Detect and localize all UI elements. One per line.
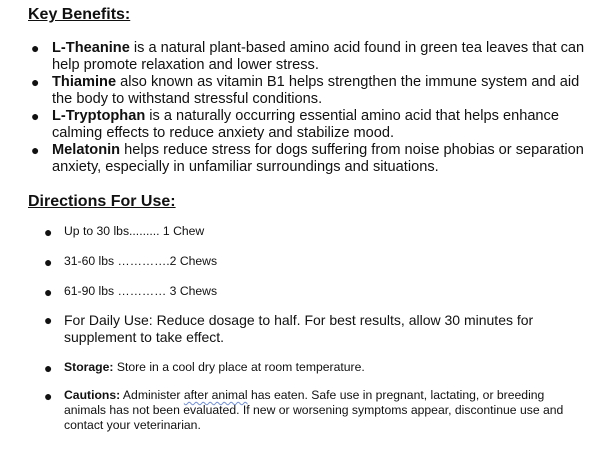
- bullet-icon: ●: [44, 312, 53, 328]
- spellcheck-flagged-phrase[interactable]: after animal: [183, 388, 248, 402]
- cautions-text-pre: Administer: [120, 388, 184, 402]
- bullet-icon: ●: [44, 388, 53, 404]
- key-benefits-list: [28, 40, 588, 176]
- benefit-text: is a natural plant-based amino acid found in green tea leaves that can help promote relaxation and lower stress.: [52, 40, 585, 73]
- cautions-text-post: has eaten. Safe use in pregnant, lactating, or breeding animals has not been evaluated. If new or worsening symptoms appear, discontinue use and contact your veterinarian.: [64, 388, 564, 432]
- bullet-icon: ●: [31, 108, 40, 124]
- key-benefits-heading: Key Benefits:: [28, 6, 131, 23]
- bullet-icon: ●: [31, 40, 40, 56]
- bullet-icon: ●: [31, 142, 40, 158]
- storage-text: Store in a cool dry place at room temperature.: [113, 360, 365, 374]
- dose-item-up-to-30: [44, 224, 584, 239]
- bullet-icon: ●: [44, 254, 53, 270]
- bullet-icon: ●: [44, 224, 53, 240]
- benefit-term: Thiamine: [52, 74, 117, 90]
- directions-heading: Directions For Use:: [28, 193, 176, 210]
- bullet-icon: ●: [44, 360, 53, 376]
- benefit-text: also known as vitamin B1 helps strengthen the immune system and aid the body to withstand stressful conditions.: [52, 74, 580, 107]
- benefit-melatonin: [28, 142, 588, 176]
- benefit-l-theanine: [28, 40, 588, 74]
- dose-text: 61-90 lbs ………… 3 Chews: [64, 284, 218, 298]
- dose-text: 31-60 lbs ………….2 Chews: [64, 254, 218, 268]
- storage-label: Storage:: [64, 360, 114, 374]
- daily-use-text: For Daily Use: Reduce dosage to half. For best results, allow 30 minutes for supplement to take effect.: [64, 312, 534, 345]
- benefit-text: is a naturally occurring essential amino acid that helps enhance calming effects to reduce anxiety and stabilize mood.: [52, 108, 559, 141]
- dose-item-31-60: [44, 254, 584, 269]
- dose-text: Up to 30 lbs......... 1 Chew: [64, 224, 205, 238]
- benefit-term: L-Tryptophan: [52, 108, 146, 124]
- benefit-term: L-Theanine: [52, 40, 130, 56]
- benefit-text: helps reduce stress for dogs suffering from noise phobias or separation anxiety, especially in unfamiliar surroundings and situations.: [52, 142, 584, 175]
- storage-item: [44, 360, 584, 375]
- cautions-item: [44, 388, 584, 433]
- benefit-thiamine: [28, 74, 588, 108]
- dose-item-61-90: [44, 284, 584, 299]
- benefit-term: Melatonin: [52, 142, 121, 158]
- benefit-l-tryptophan: [28, 108, 588, 142]
- daily-use-item: [44, 312, 584, 345]
- bullet-icon: ●: [31, 74, 40, 90]
- cautions-label: Cautions:: [64, 388, 121, 402]
- bullet-icon: ●: [44, 284, 53, 300]
